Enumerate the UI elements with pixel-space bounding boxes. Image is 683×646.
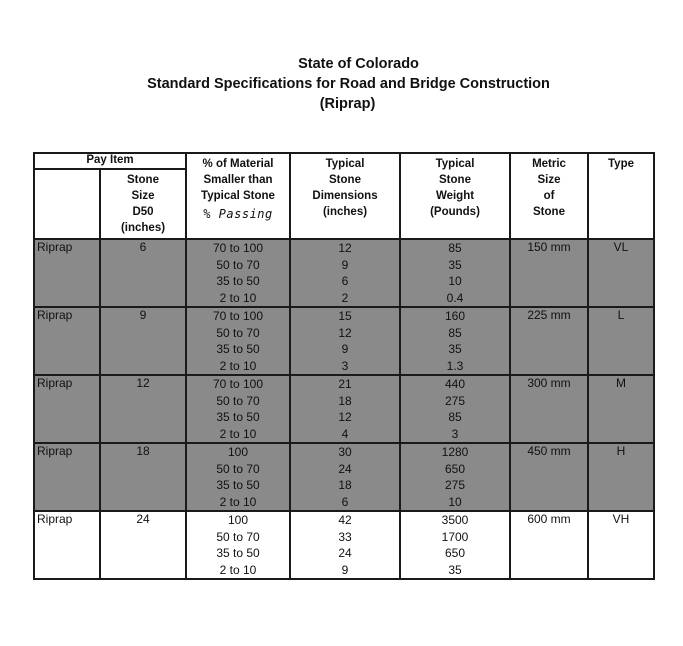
header-metric-size: Metric Size of Stone (510, 153, 588, 239)
type-cell: VH (588, 511, 654, 579)
pay-item-cell: Riprap (34, 443, 100, 511)
table-row (34, 375, 654, 443)
pay-item-cell: Riprap (34, 307, 100, 375)
table-row (34, 511, 654, 579)
dimensions-cell: 21 18 12 4 (290, 375, 400, 443)
type-cell: VL (588, 239, 654, 307)
weight-cell: 85 35 10 0.4 (400, 239, 510, 307)
percent-cell: 70 to 100 50 to 70 35 to 50 2 to 10 (186, 375, 290, 443)
title-line-3: (Riprap) (319, 96, 376, 112)
weight-cell: 160 85 35 1.3 (400, 307, 510, 375)
dimensions-cell: 42 33 24 9 (290, 511, 400, 579)
metric-cell: 300 mm (510, 375, 588, 443)
header-stone-size: Stone Size D50 (inches) (100, 169, 186, 239)
d50-cell: 12 (100, 375, 186, 443)
document-title (0, 54, 683, 114)
percent-cell: 70 to 100 50 to 70 35 to 50 2 to 10 (186, 307, 290, 375)
type-cell: H (588, 443, 654, 511)
d50-cell: 9 (100, 307, 186, 375)
header-blank (34, 169, 100, 239)
header-type: Type (588, 153, 654, 239)
pay-item-cell: Riprap (34, 511, 100, 579)
table-row (34, 307, 654, 375)
handwritten-annotation: % Passing (203, 207, 273, 221)
table-row (34, 443, 654, 511)
title-line-2: Standard Specifications for Road and Bridge Construction (147, 76, 550, 92)
percent-cell: 100 50 to 70 35 to 50 2 to 10 (186, 511, 290, 579)
d50-cell: 6 (100, 239, 186, 307)
percent-cell: 100 50 to 70 35 to 50 2 to 10 (186, 443, 290, 511)
dimensions-cell: 15 12 9 3 (290, 307, 400, 375)
metric-cell: 450 mm (510, 443, 588, 511)
d50-cell: 18 (100, 443, 186, 511)
header-percent-material: % of Material Smaller than Typical Stone % Passing (186, 153, 290, 239)
riprap-spec-table (33, 152, 655, 580)
metric-cell: 225 mm (510, 307, 588, 375)
type-cell: M (588, 375, 654, 443)
header-pay-item: Pay Item (34, 153, 186, 169)
pay-item-cell: Riprap (34, 375, 100, 443)
title-line-1: State of Colorado (298, 56, 419, 72)
percent-cell: 70 to 100 50 to 70 35 to 50 2 to 10 (186, 239, 290, 307)
weight-cell: 3500 1700 650 35 (400, 511, 510, 579)
metric-cell: 150 mm (510, 239, 588, 307)
dimensions-cell: 12 9 6 2 (290, 239, 400, 307)
weight-cell: 440 275 85 3 (400, 375, 510, 443)
header-typical-weight: Typical Stone Weight (Pounds) (400, 153, 510, 239)
d50-cell: 24 (100, 511, 186, 579)
metric-cell: 600 mm (510, 511, 588, 579)
weight-cell: 1280 650 275 10 (400, 443, 510, 511)
header-typical-dimensions: Typical Stone Dimensions (inches) (290, 153, 400, 239)
table-row (34, 239, 654, 307)
dimensions-cell: 30 24 18 6 (290, 443, 400, 511)
pay-item-cell: Riprap (34, 239, 100, 307)
type-cell: L (588, 307, 654, 375)
